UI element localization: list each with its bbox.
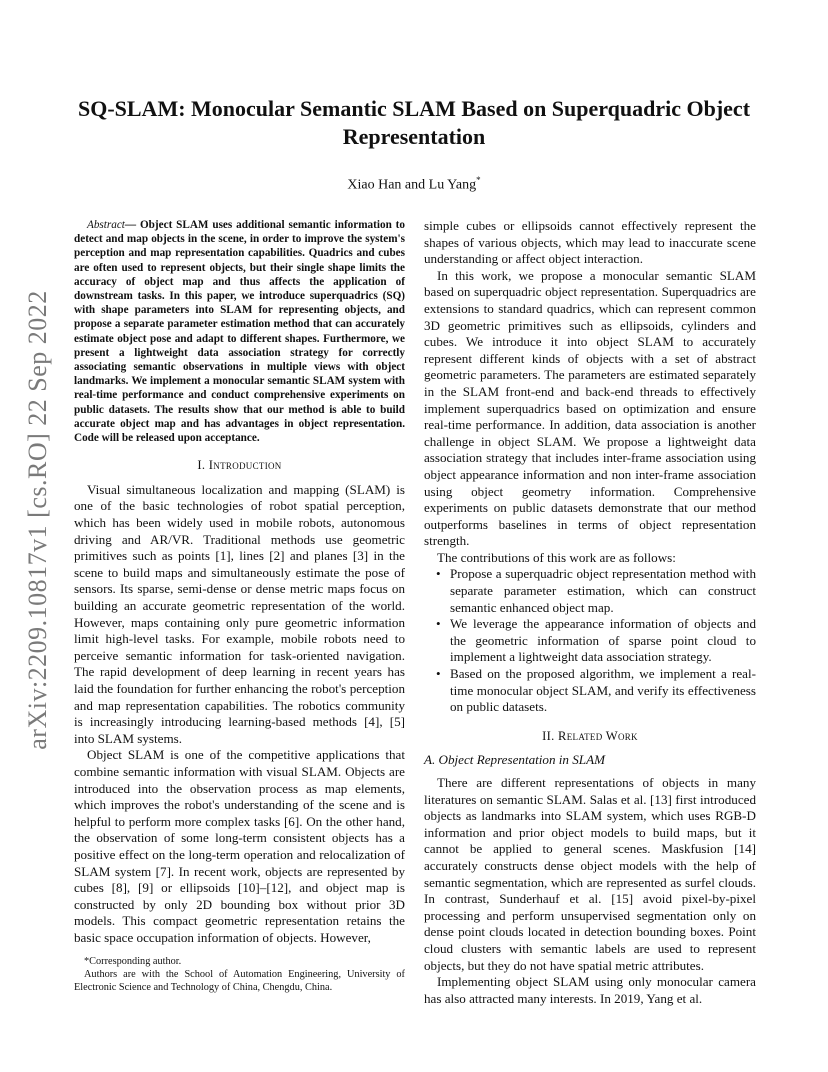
section-heading-introduction: I. Introduction bbox=[197, 458, 282, 473]
paper-title: SQ-SLAM: Monocular Semantic SLAM Based on Superquadric Object Representation bbox=[77, 96, 751, 149]
footnote-corresponding: *Corresponding author. bbox=[84, 956, 182, 967]
authors-line bbox=[70, 171, 758, 195]
footnote-affiliation: Authors are with the School of Automation Engineering, University of Electronic Science and Technology of China, Chengdu, China. bbox=[74, 969, 405, 993]
related-paragraph-1: There are different representations of objects in many literatures on semantic SLAM. Salas et al. [13] first introduced objects as landmarks into SLAM system, which uses RGB-D information and prior object models to build maps, but it cannot be applied to general scenes. Maskfusion [14] accurately constructs dense object models with the help of semantic segmentation, which are represented as surfel clouds. In contrast, Sunderhauf et al. [15] avoid pixel-by-pixel processing and perform unsupervised segmentation only on dense point clouds located in detection bounding boxes. Point cloud clusters with semantic labels are used to represent objects, but they do not have spatial metric attributes. bbox=[424, 775, 756, 973]
related-paragraph-2: Implementing object SLAM using only monocular camera has also attracted many interests. In 2019, Yang et al. bbox=[424, 974, 756, 1006]
arxiv-stamp bbox=[18, 285, 58, 755]
arxiv-stamp-text: arXiv:2209.10817v1 [cs.RO] 22 Sep 2022 bbox=[23, 290, 53, 750]
contribution-item: • We leverage the appearance information of objects and the geometric information of sparse point cloud to implement a lightweight data association strategy. bbox=[450, 616, 756, 666]
intro-paragraph-3: In this work, we propose a monocular semantic SLAM based on superquadric object representation. Superquadrics are extensions to standard quadrics, which can represent common 3D geometric primitives such as ellipsoids, cylinders and cubes. We introduce it into object SLAM to accurately represent different kinds of objects with a set of abstract geometric parameters. The parameters are estimated separately in the SLAM front-end and back-end threads to effectively implement superquadrics based on optimization and ensure real-time performance. In addition, data association is another challenge in object SLAM. We propose a lightweight data association strategy that includes inter-frame association using object appearance information and non inter-frame association using object geometry information. Comprehensive experiments on public datasets demonstrate that our method outperforms baselines in terms of object representation strength. bbox=[424, 267, 756, 549]
corresponding-mark: * bbox=[476, 175, 481, 185]
contribution-item: • Propose a superquadric object representation method with separate parameter estimation, which can construct semantic enhanced object map. bbox=[450, 566, 756, 616]
footnotes bbox=[74, 955, 405, 994]
right-column bbox=[424, 218, 756, 1007]
contribution-item: • Based on the proposed algorithm, we implement a real-time monocular object SLAM, and verify its effectiveness on public datasets. bbox=[450, 666, 756, 716]
intro-paragraph-1: Visual simultaneous localization and mapping (SLAM) is one of the basic technologies of robot spatial perception, which has been widely used in mobile robots, autonomous driving and AR/VR. Traditional methods use geometric primitives such as points [1], lines [2] and planes [3] in the scene to build maps and simultaneously estimate the pose of sensors. Its sparse, semi-dense or dense metric maps focus on building an accurate geometric representation of the world. However, maps containing only pure geometric information limit high-level tasks. For example, mobile robots need to perceive semantic information for task-oriented navigation. The rapid development of deep learning in recent years has laid the foundation for further enhancing the robot's perception and map representation capabilities. The robotics community is increasingly introducing learning-based methods [4], [5] into SLAM systems. bbox=[74, 481, 405, 746]
intro-continuation: simple cubes or ellipsoids cannot effectively represent the shapes of various objects, which may lead to inaccurate scene understanding or affect object interaction. bbox=[424, 218, 756, 267]
intro-paragraph-2: Object SLAM is one of the competitive applications that combine semantic information with visual SLAM. Objects are introduced into the observation process as map elements, which improves the robot's understanding of the scene and is helpful to perform more complex tasks [6]. On the other hand, the observation of some long-term consistent objects has a positive effect on the long-term operation and relocalization of SLAM system [7]. In recent work, objects are represented by cubes [8], [9] or ellipsoids [10]–[12], and object map is constructed by only 2D bounding box without prior 3D models. This compact geometric representation retains the basic space occupation information of objects. However, bbox=[74, 747, 405, 945]
section-heading-related-work: II. Related Work bbox=[542, 728, 638, 743]
abstract-label: Abstract bbox=[87, 219, 125, 231]
left-column bbox=[74, 218, 405, 946]
subsection-heading: A. Object Representation in SLAM bbox=[424, 752, 605, 768]
contributions-list bbox=[424, 566, 756, 715]
abstract-text: — Object SLAM uses additional semantic information to detect and map objects in the scene, in order to improve the system's perception and map representation capabilities. Quadrics and cubes are often used to represent objects, but their single shape limits the accuracy of object map and thus affects the application of downstream tasks. In this paper, we introduce superquadrics (SQ) with shape parameters into SLAM for representing objects, and propose a separate parameter estimation method that can accurately estimate object pose and adapt to different shapes. Furthermore, we present a lightweight data association strategy for correctly associating semantic observations in multiple views with object landmarks. We implement a monocular semantic SLAM system with real-time performance and conduct comprehensive experiments on public datasets. The results show that our method is able to build accurate object map and has advantages in object representation. Code will be released upon acceptance. bbox=[74, 219, 405, 445]
author-names: Xiao Han and Lu Yang bbox=[347, 177, 477, 193]
abstract bbox=[74, 218, 405, 445]
contributions-intro: The contributions of this work are as follows: bbox=[437, 549, 676, 565]
